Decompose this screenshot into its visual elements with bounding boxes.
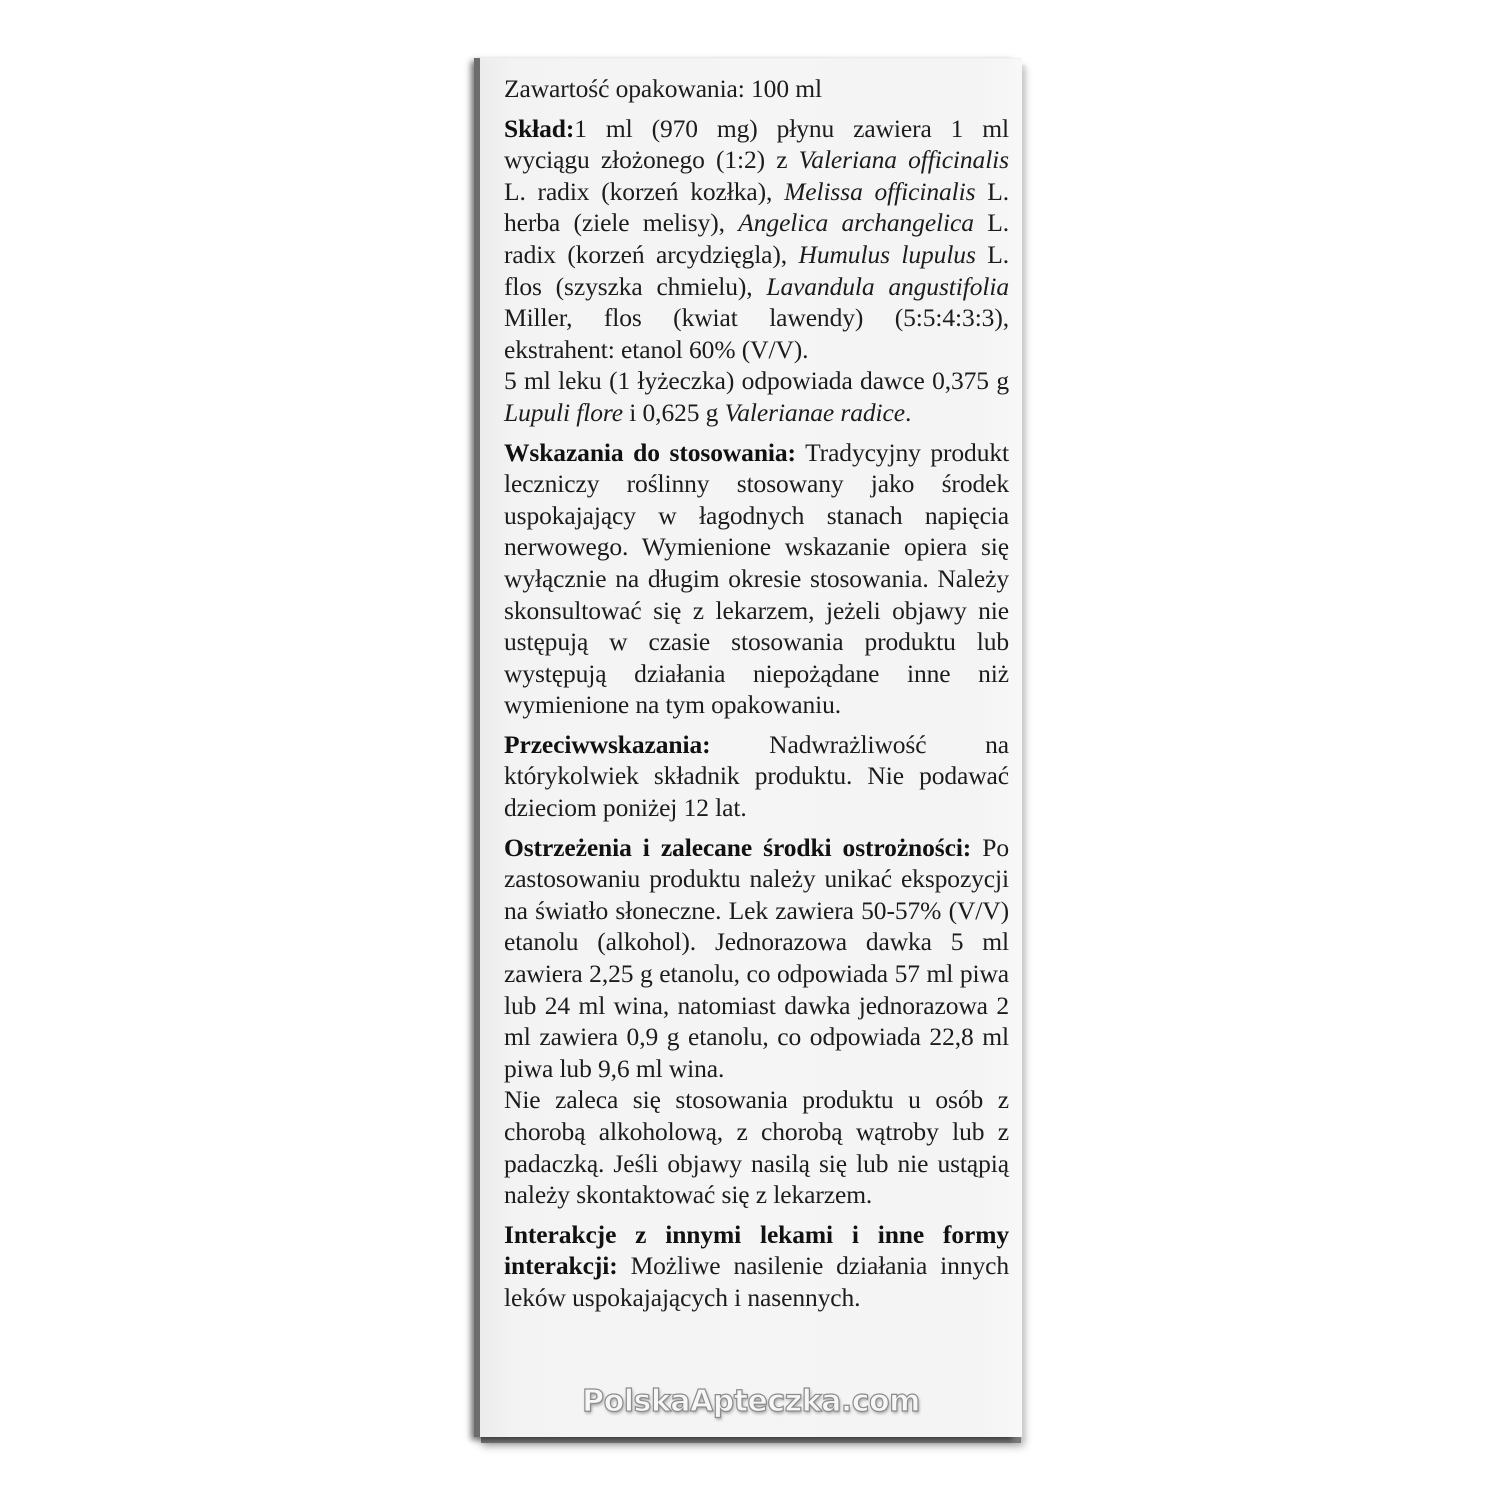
watermark-logo: PolskaApteczka.com [582,1384,920,1419]
species-melissa: Melissa officinalis [784,176,976,206]
contraindications-text: Nadwrażliwość na którykolwiek składnik produktu. Nie podawać dzieciom poniżej 12 lat. [504,729,1009,823]
dose-text: 5 ml leku (1 łyżeczka) odpowiada dawce 0,375 g [504,366,1009,396]
dose-equivalence [504,365,1009,428]
contraindications-heading: Przeciwwskazania: [504,729,711,759]
species-angelica: Angelica archangelica [738,208,974,238]
composition-text: Miller, flos (kwiat lawendy) (5:5:4:3:3), ekstrahent: etanol 60% (V/V). [504,303,1009,364]
warnings-section-continued [504,1084,1009,1210]
dose-text: i 0,625 g [623,397,725,427]
contraindications-section [504,729,1009,824]
interactions-text: Możliwe nasilenie działania innych leków uspokajających i nasennych. [504,1251,1009,1312]
species-humulus: Humulus lupulus [798,239,976,269]
dose-text: . [904,397,912,427]
leaflet-text [504,73,1009,1314]
composition-section [504,113,1009,366]
contents-text: Zawartość opakowania: 100 ml [504,74,822,103]
interactions-section [504,1219,1009,1314]
dose-valerianae: Valerianae radice [724,397,905,427]
warnings-text-2: Nie zaleca się stosowania produktu u osób z chorobą alkoholową, z chorobą wątroby lub z padaczką. Jeśli objawy nasilą się lub nie ustąpią należy skontaktować się z lekarzem. [504,1085,1009,1210]
interactions-heading: Interakcje z innymi lekami i inne formy interakcji: [504,1219,1009,1281]
composition-text: L. flos (szyszka chmielu), [504,239,1009,301]
package-contents [504,73,1009,105]
package-side-panel [480,58,1022,1437]
warnings-heading: Ostrzeżenia i zalecane środki ostrożności: [504,832,972,862]
composition-text: L. herba (ziele melisy), [504,176,1009,238]
composition-text: L. radix (korzeń kozłka), [504,176,785,206]
dose-lupuli: Lupuli flore [504,397,623,427]
species-valeriana: Valeriana officinalis [798,145,1009,175]
composition-text: L. radix (korzeń arcydzięgla), [504,208,1010,269]
species-lavandula: Lavandula angustifolia [766,271,1009,301]
composition-heading: Skład: [504,113,575,143]
indications-section [504,437,1009,721]
composition-text: 1 ml (970 mg) płynu zawiera 1 ml wyciągu złożonego (1:2) z [504,113,1009,175]
indications-text: Tradycyjny produkt leczniczy roślinny stosowany jako środek uspokajający w łagodnych stanach napięcia nerwowego. Wymienione wskazanie opiera się wyłącznie na długim okresie stosowania. Należy skonsultować się z lekarzem, jeżeli objawy nie ustępują w czasie stosowania produktu lub występują działania niepożądane inne niż wymienione na tym opakowaniu. [504,437,1009,720]
warnings-section [504,832,1009,1085]
warnings-text: Po zastosowaniu produktu należy unikać ekspozycji na światło słoneczne. Lek zawiera 50-57% (V/V) etanolu (alkohol). Jednorazowa dawka 5 ml zawiera 2,25 g etanolu, co odpowiada 57 ml piwa lub 24 ml wina, natomiast dawka jednorazowa 2 ml zawiera 0,9 g etanolu, co odpowiada 22,8 ml piwa lub 9,6 ml wina. [504,832,1009,1083]
indications-heading: Wskazania do stosowania: [504,437,796,467]
